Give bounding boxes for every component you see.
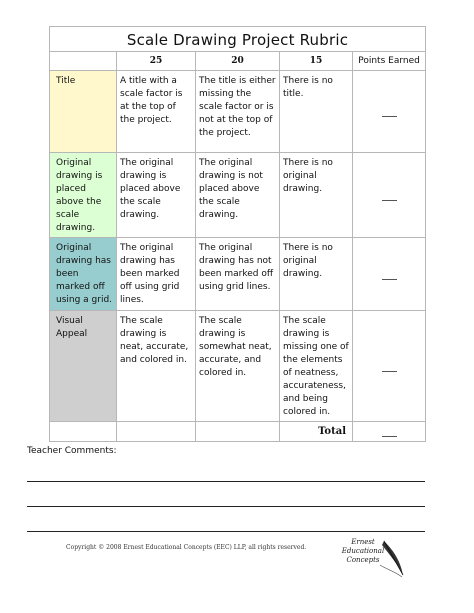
rubric-title: Scale Drawing Project Rubric [126, 30, 349, 49]
cell-20: The title is either missing the scale factor or is not at the top of the project. [196, 71, 280, 153]
header-blank [50, 52, 117, 71]
criterion-visual-appeal: Visual Appeal [50, 311, 117, 422]
header-20: 20 [196, 52, 280, 71]
total-spacer [117, 422, 196, 442]
cell-25: A title with a scale factor is at the top of the project. [117, 71, 196, 153]
criterion-original-placed: Original drawing is placed above the scale drawing. [50, 153, 117, 238]
points-blank-line [382, 115, 397, 117]
points-blank-line [382, 278, 397, 280]
total-spacer [196, 422, 280, 442]
table-row [50, 71, 426, 153]
comment-line[interactable] [27, 506, 425, 507]
comment-line[interactable] [27, 481, 425, 482]
company-logo [340, 535, 410, 581]
table-row [50, 153, 426, 238]
cell-15: There is no title. [280, 71, 353, 153]
copyright-text: Copyright © 2008 Ernest Educational Concepts (EEC) LLP, all rights reserved. [66, 544, 307, 551]
total-row [50, 422, 426, 442]
total-label: Total [280, 422, 353, 442]
logo-line: Concepts [346, 556, 380, 564]
points-earned-blank[interactable] [353, 71, 426, 153]
total-points-blank[interactable] [353, 422, 426, 442]
cell-25: The scale drawing is neat, accurate, and colored in. [117, 311, 196, 422]
points-blank-line [382, 370, 397, 372]
points-blank-line [382, 199, 397, 201]
logo-line: Ernest [351, 538, 375, 546]
teacher-comments-label: Teacher Comments: [27, 446, 117, 456]
cell-20: The original drawing is not placed above the scale drawing. [196, 153, 280, 238]
points-blank-line [382, 435, 397, 437]
table-row [50, 311, 426, 422]
cell-15: There is no original drawing. [280, 153, 353, 238]
rubric-table [49, 26, 426, 442]
header-15: 15 [280, 52, 353, 71]
cell-25: The original drawing is placed above the scale drawing. [117, 153, 196, 238]
rubric-title-cell [50, 27, 426, 52]
points-earned-blank[interactable] [353, 311, 426, 422]
header-row [50, 52, 426, 71]
points-earned-blank[interactable] [353, 153, 426, 238]
header-points-earned: Points Earned [353, 52, 426, 71]
criterion-title: Title [50, 71, 117, 153]
cell-15: There is no original drawing. [280, 238, 353, 311]
cell-20: The scale drawing is somewhat neat, accurate, and colored in. [196, 311, 280, 422]
criterion-grid-marked: Original drawing has been marked off using a grid. [50, 238, 117, 311]
cell-15: The scale drawing is missing one of the elements of neatness, accurateness, and being colored in. [280, 311, 353, 422]
cell-25: The original drawing has been marked off using grid lines. [117, 238, 196, 311]
logo-line: Educational [341, 547, 385, 555]
header-25: 25 [117, 52, 196, 71]
comment-line[interactable] [27, 531, 425, 532]
cell-20: The original drawing has not been marked off using grid lines. [196, 238, 280, 311]
table-row [50, 238, 426, 311]
total-spacer [50, 422, 117, 442]
quill-icon [340, 535, 410, 581]
points-earned-blank[interactable] [353, 238, 426, 311]
